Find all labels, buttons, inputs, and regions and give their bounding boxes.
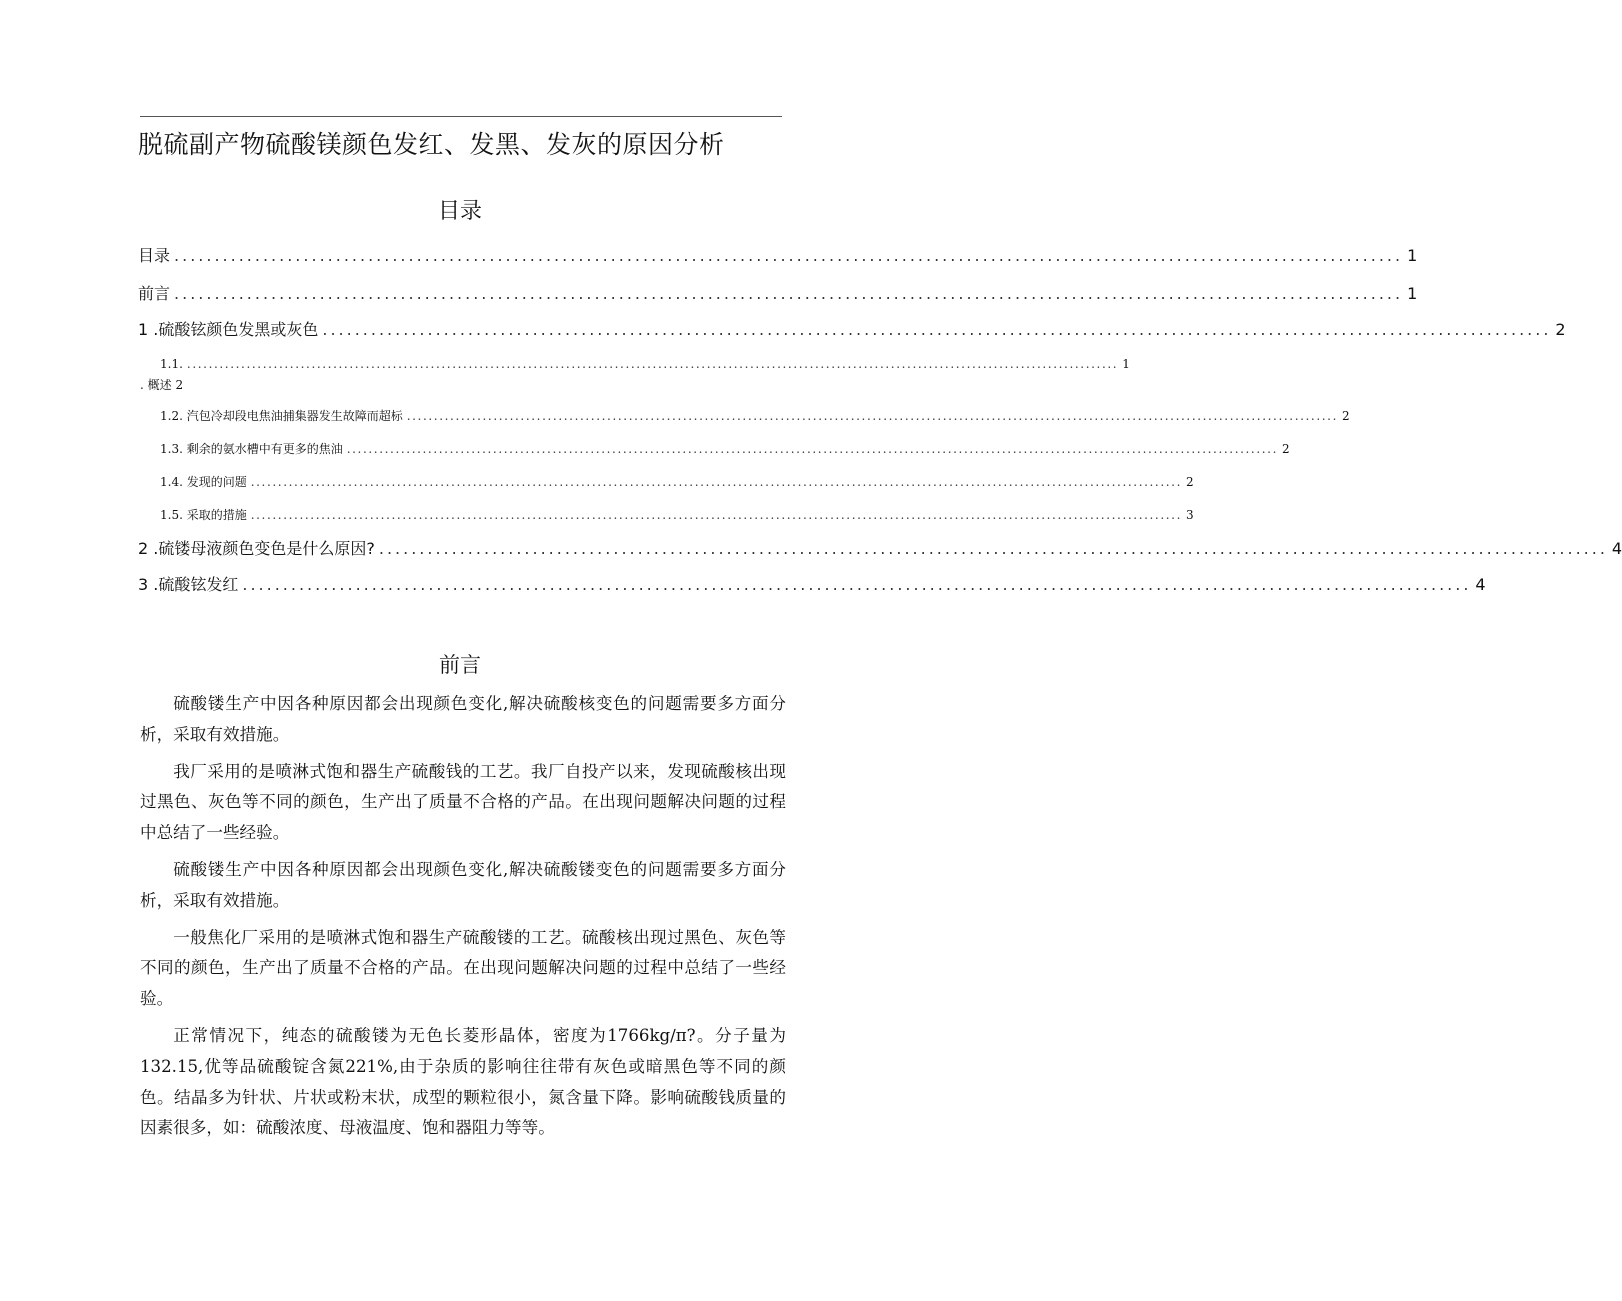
toc-entry[interactable] — [138, 282, 1418, 306]
toc-subentry[interactable] — [160, 505, 1194, 525]
toc-entry-label: 1.5. 采取的措施 — [160, 508, 247, 522]
toc-leader: ............................................................................................................................................................................ — [250, 475, 1183, 489]
toc-entry-page: 3 — [1186, 508, 1194, 522]
toc-subentry[interactable] — [160, 354, 1130, 374]
preface-paragraph: 我厂采用的是喷淋式饱和器生产硫酸钱的工艺。我厂自投产以来，发现硫酸核出现过黑色、灰色等不同的颜色，生产出了质量不合格的产品。在出现问题解决问题的过程中总结了一些经验。 — [140, 761, 786, 843]
toc-entry-label: 1.2. 汽包冷却段电焦油捕集器发生故障而超标 — [160, 409, 403, 423]
document-title: 脱硫副产物硫酸镁颜色发红、发黑、发灰的原因分析 — [138, 130, 725, 159]
toc-leader: ............................................................................................................................................................................ — [406, 409, 1339, 423]
toc-entry-page: 2 — [1555, 320, 1566, 339]
toc-subentry[interactable] — [160, 439, 1290, 459]
toc-entry[interactable] — [138, 244, 1418, 268]
toc-leader: ........................................................................................................................................................ — [174, 246, 1404, 265]
preface-body — [140, 689, 786, 1150]
header-rule — [140, 116, 782, 117]
toc-entry-page: 1 — [1122, 357, 1130, 371]
toc-subentry[interactable] — [160, 406, 1350, 426]
toc-leader: ............................................................................................................................................................................ — [346, 442, 1279, 456]
toc-wrapped-line: . 概述 2 — [140, 378, 184, 392]
toc-entry-label: 3 .硫酸铉发红 — [138, 575, 239, 594]
toc-entry-page: 4 — [1611, 539, 1622, 558]
preface-paragraph: 一般焦化厂采用的是喷淋式饱和器生产硫酸镂的工艺。硫酸核出现过黑色、灰色等不同的颜色，生产出了质量不合格的产品。在出现问题解决问题的过程中总结了一些经验。 — [140, 927, 786, 1009]
toc-leader: ........................................................................................................................................................ — [242, 575, 1472, 594]
toc-entry-page: 2 — [1282, 442, 1290, 456]
toc-leader: ........................................................................................................................................................ — [322, 320, 1552, 339]
toc-entry-label: 2 .硫镂母液颜色变色是什么原因? — [138, 539, 375, 558]
toc-entry-label: 1.1. — [160, 357, 183, 371]
toc-heading: 目录 — [437, 199, 482, 224]
toc-entry-label: 1 .硫酸铉颜色发黑或灰色 — [138, 320, 319, 339]
preface-heading: 前言 — [439, 653, 481, 677]
toc-entry-page: 4 — [1475, 575, 1486, 594]
toc-leader: ........................................................................................................................................................ — [378, 539, 1608, 558]
toc-entry-page: 2 — [1342, 409, 1350, 423]
toc-entry-label: 前言 — [138, 284, 171, 303]
toc-entry-page: 1 — [1407, 284, 1418, 303]
toc-leader: ............................................................................................................................................................................ — [250, 508, 1183, 522]
preface-paragraph: 硫酸镂生产中因各种原因都会出现颜色变化,解决硫酸核变色的问题需要多方面分析，采取有效措施。 — [140, 694, 786, 744]
toc-entry[interactable] — [138, 573, 1486, 597]
toc-entry-label: 1.3. 剩余的氨水槽中有更多的焦油 — [160, 442, 343, 456]
toc-entry-page: 2 — [1186, 475, 1194, 489]
toc-entry-page: 1 — [1407, 246, 1418, 265]
toc-entry[interactable] — [138, 537, 1622, 561]
toc-entry-label: 目录 — [138, 246, 171, 265]
preface-paragraph: 正常情况下，纯态的硫酸镂为无色长菱形晶体，密度为1766kg∕π?。分子量为132.15,优等品硫酸锭含氮221%,由于杂质的影响往往带有灰色或暗黑色等不同的颜色。结晶多为针状、片状或粉末状，成型的颗粒很小，氮含量下降。影响硫酸钱质量的因素很多，如：硫酸浓度、母液温度、饱和器阻力等等。 — [140, 1025, 786, 1138]
toc-entry-label: 1.4. 发现的问题 — [160, 475, 247, 489]
toc-leader: ............................................................................................................................................................................ — [186, 357, 1119, 371]
toc-entry[interactable] — [138, 318, 1566, 342]
toc-subentry[interactable] — [160, 472, 1194, 492]
preface-paragraph: 硫酸镂生产中因各种原因都会出现颜色变化,解决硫酸镂变色的问题需要多方面分析，采取有效措施。 — [140, 859, 786, 910]
toc-leader: ........................................................................................................................................................ — [174, 284, 1404, 303]
